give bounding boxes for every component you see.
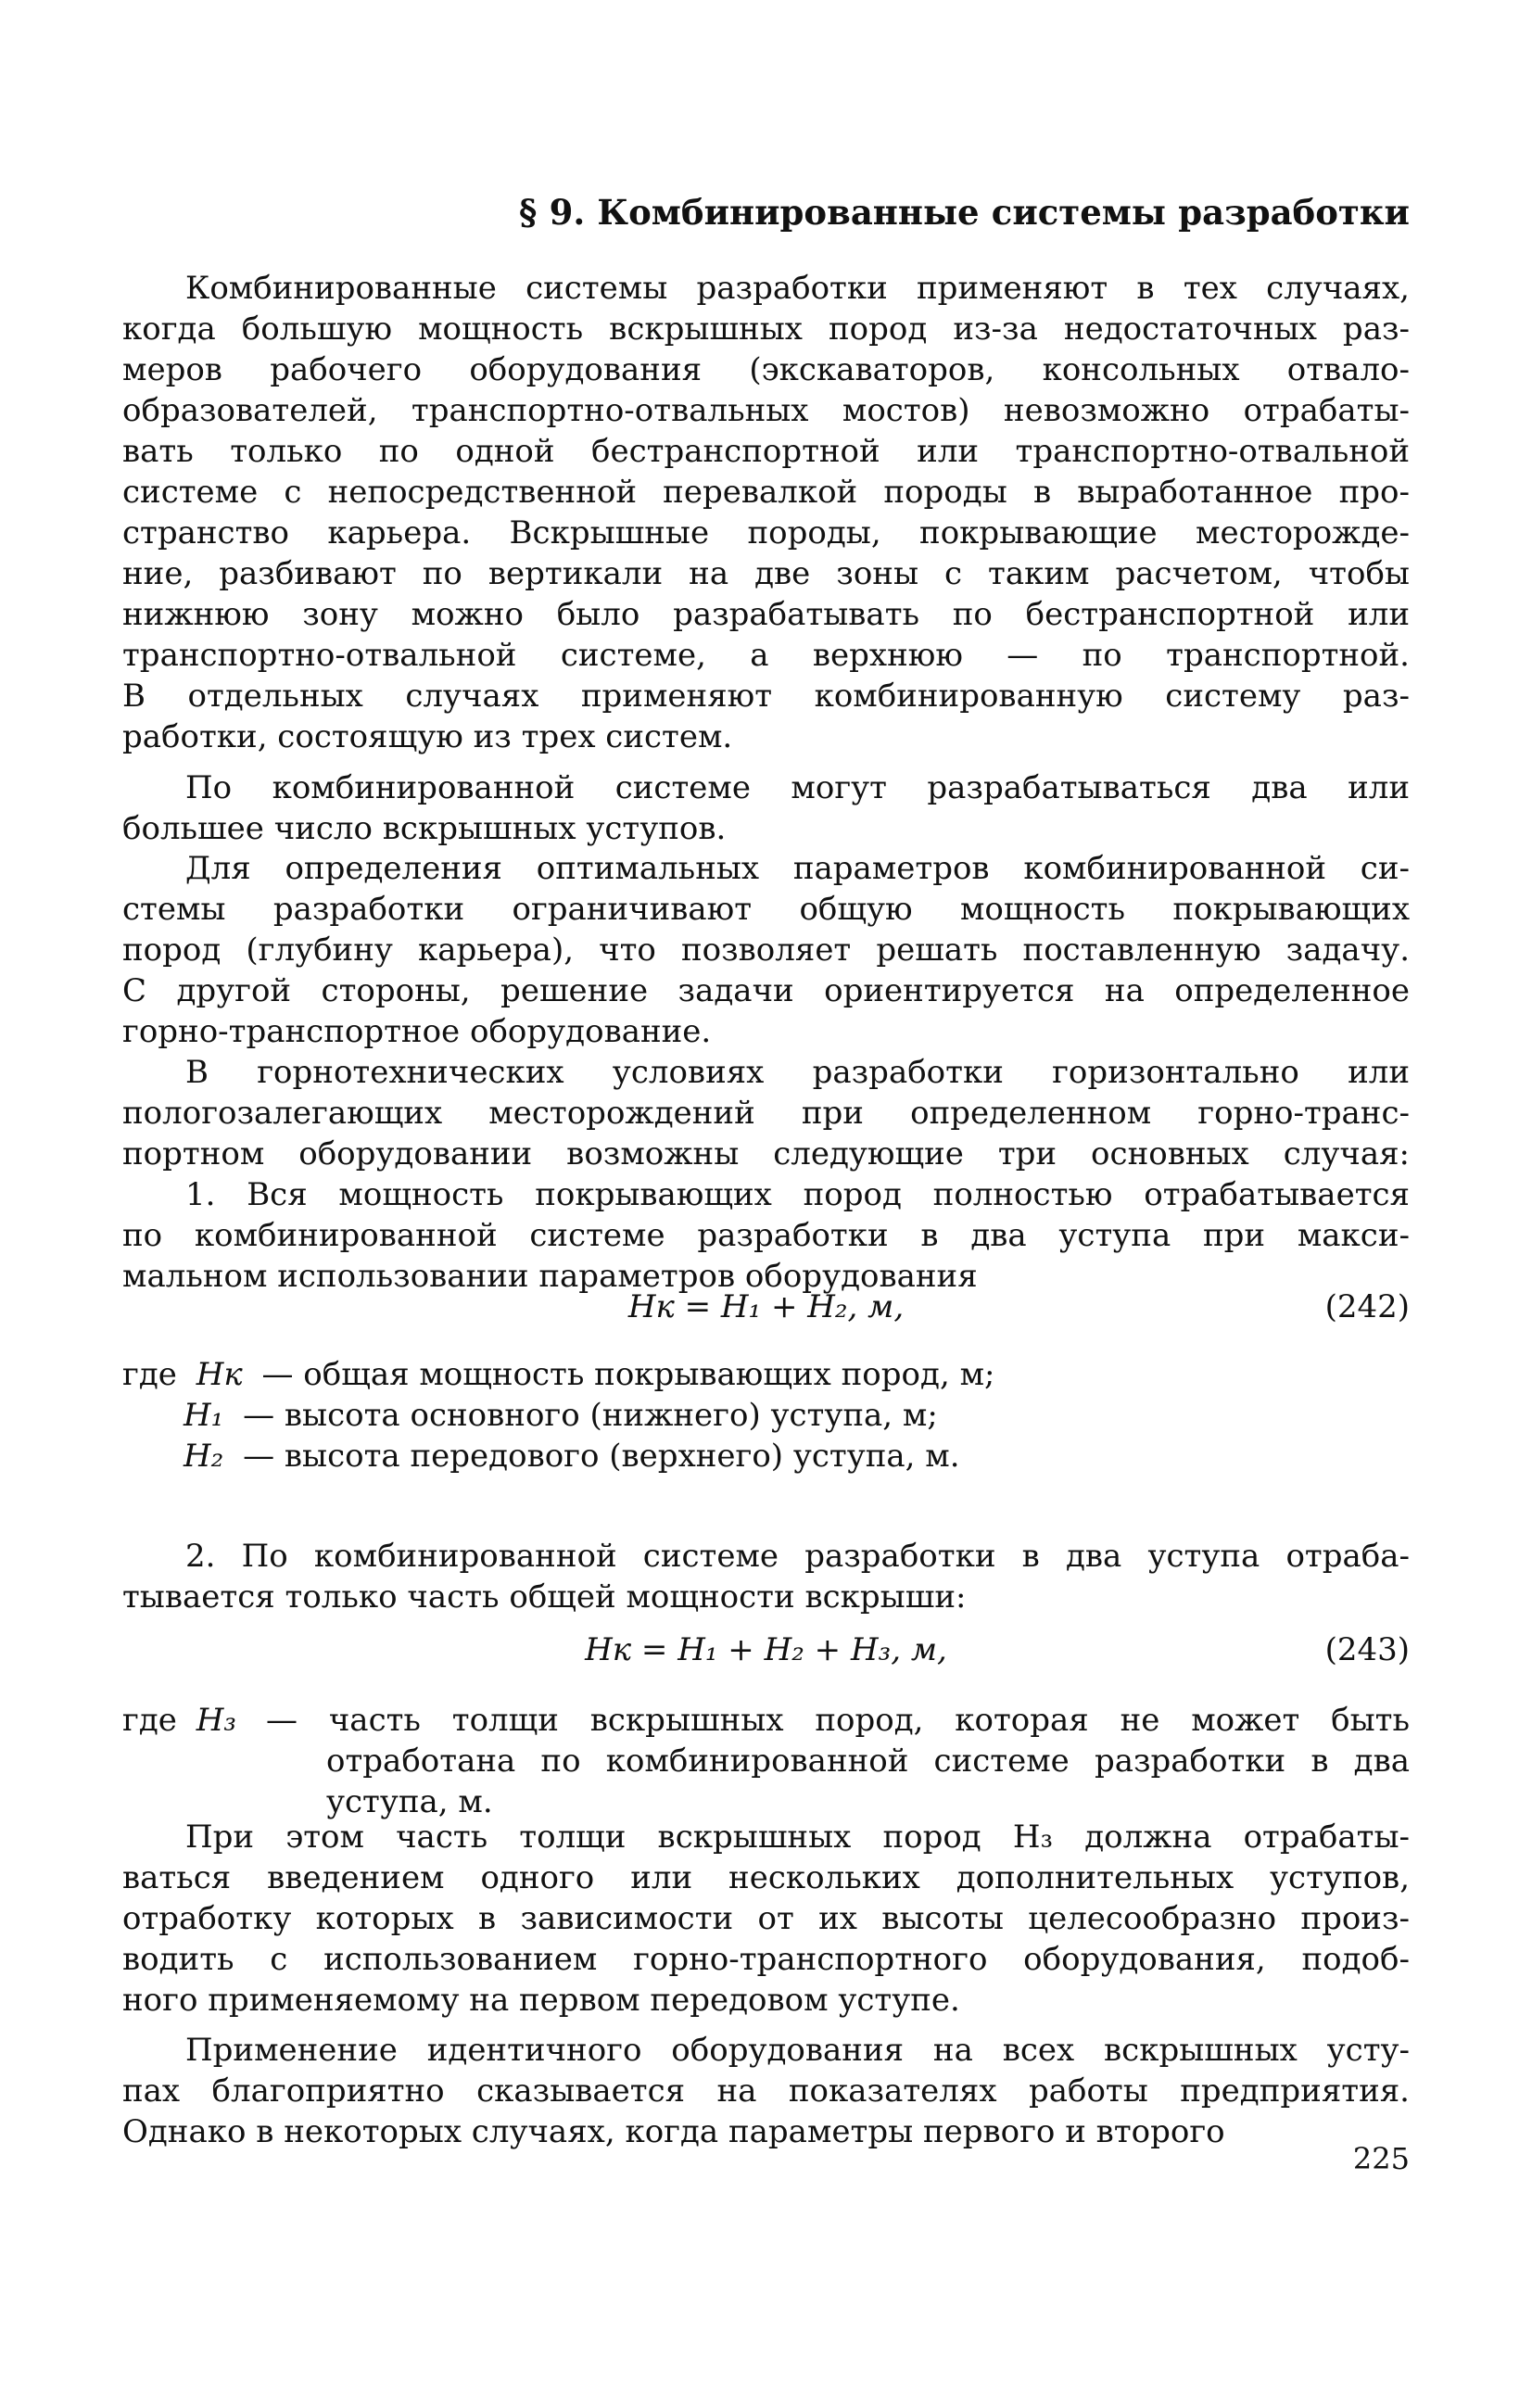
text-line: водить с использованием горно-транспортного оборудования, подоб- (122, 1941, 1410, 1978)
definitions-242 (122, 1354, 1410, 1476)
paragraph-intro (122, 268, 1410, 757)
definition-row (122, 1354, 1410, 1395)
text-line: 2. По комбинированной системе разработки в два уступа отраба- (122, 1538, 1410, 1575)
text-line: пород (глубину карьера), что позволяет решать поставленную задачу. (122, 932, 1410, 969)
text-line: В горнотехнических условиях разработки горизонтально или (122, 1054, 1410, 1091)
text-line: портном оборудовании возможны следующие три основных случая: (122, 1135, 1410, 1172)
text-line: пологозалегающих месторождений при определенном горно-транс- (122, 1095, 1410, 1132)
text-line: ние, разбивают по вертикали на две зоны с таким расчетом, чтобы (122, 555, 1410, 592)
text-line: С другой стороны, решение задачи ориентируется на определенное (122, 972, 1410, 1009)
definitions-243 (122, 1700, 1410, 1822)
paragraph-cases (122, 1052, 1410, 1297)
definition-text: — высота передового (верхнего) уступа, м. (243, 1438, 960, 1475)
paragraph-additional-benches (122, 1817, 1410, 2021)
definition-text: уступа, м. (326, 1783, 493, 1820)
text-line: пах благоприятно сказывается на показателях работы предприятия. (122, 2072, 1410, 2110)
text-line: отработку которых в зависимости от их высоты целесообразно произ- (122, 1900, 1410, 1937)
definition-row (122, 1436, 1410, 1476)
page-number: 225 (1352, 2141, 1410, 2176)
formula-expression: Hк = H₁ + H₂, м, (627, 1288, 905, 1325)
paragraph-multiple-benches (122, 767, 1410, 849)
text-line: системе с непосредственной перевалкой породы в выработанное про- (122, 474, 1410, 511)
text-line: большее число вскрышных уступов. (122, 810, 727, 847)
definition-prefix: где (122, 1702, 177, 1739)
text-line: по комбинированной системе разработки в два уступа при макси- (122, 1217, 1410, 1254)
text-line: работки, состоящую из трех систем. (122, 718, 733, 755)
definition-row (122, 1395, 1410, 1436)
text-line: 1. Вся мощность покрывающих пород полностью отрабатывается (122, 1176, 1410, 1213)
text-line: При этом часть толщи вскрышных пород H₃ должна отрабаты- (122, 1819, 1410, 1856)
text-line: тывается только часть общей мощности вскрыши: (122, 1578, 967, 1616)
text-line: нижнюю зону можно было разрабатывать по бестранспортной или (122, 596, 1410, 633)
definition-symbol: H₁ (184, 1397, 224, 1434)
text-line: мальном использовании параметров оборудования (122, 1258, 978, 1295)
text-line: меров рабочего оборудования (экскаваторов, консольных отвало- (122, 351, 1410, 388)
paragraph-optimal-parameters (122, 848, 1410, 1052)
definition-text: — высота основного (нижнего) уступа, м; (243, 1397, 938, 1434)
formula-242 (122, 1286, 1410, 1327)
text-line: ного применяемому на первом передовом уступе. (122, 1982, 960, 2019)
text-line: образователей, транспортно-отвальных мостов) невозможно отрабаты- (122, 392, 1410, 429)
definition-prefix: где (122, 1356, 177, 1393)
paragraph-case-2 (122, 1536, 1410, 1617)
text-line: транспортно-отвальной системе, а верхнюю — по транспортной. (122, 637, 1410, 674)
text-line: когда большую мощность вскрышных пород из-за недостаточных раз- (122, 311, 1410, 348)
definition-text: — часть толщи вскрышных пород, которая не может быть (266, 1702, 1410, 1739)
text-line: горно-транспортное оборудование. (122, 1013, 712, 1050)
text-line: Комбинированные системы разработки применяют в тех случаях, (122, 270, 1410, 307)
definition-row (122, 1700, 1410, 1741)
text-line: Применение идентичного оборудования на всех вскрышных усту- (122, 2032, 1410, 2069)
definition-symbol: H₂ (184, 1438, 224, 1475)
text-line: Однако в некоторых случаях, когда параметры первого и второго (122, 2113, 1225, 2150)
formula-expression: Hк = H₁ + H₂ + H₃, м, (585, 1631, 947, 1668)
text-line: ваться введением одного или нескольких дополнительных уступов, (122, 1859, 1410, 1896)
paragraph-identical-equipment (122, 2030, 1410, 2152)
text-line: Для определения оптимальных параметров комбинированной си- (122, 850, 1410, 887)
text-line: стемы разработки ограничивают общую мощность покрывающих (122, 891, 1410, 928)
formula-number: (242) (1324, 1288, 1410, 1325)
definition-symbol: H₃ (196, 1702, 236, 1739)
text-line: странство карьера. Вскрышные породы, покрывающие месторожде- (122, 514, 1410, 551)
text-line: По комбинированной системе могут разрабатываться два или (122, 769, 1410, 806)
definition-symbol: Hк (196, 1356, 243, 1393)
text-line: В отдельных случаях применяют комбинированную систему раз- (122, 678, 1410, 715)
formula-number: (243) (1324, 1631, 1410, 1668)
definition-text: отработана по комбинированной системе разработки в два (326, 1743, 1410, 1780)
definition-text: — общая мощность покрывающих пород, м; (261, 1356, 995, 1393)
formula-243 (122, 1629, 1410, 1670)
text-line: вать только по одной бестранспортной или транспортно-отвальной (122, 433, 1410, 470)
section-title: § 9. Комбинированные системы разработки (519, 192, 1410, 233)
